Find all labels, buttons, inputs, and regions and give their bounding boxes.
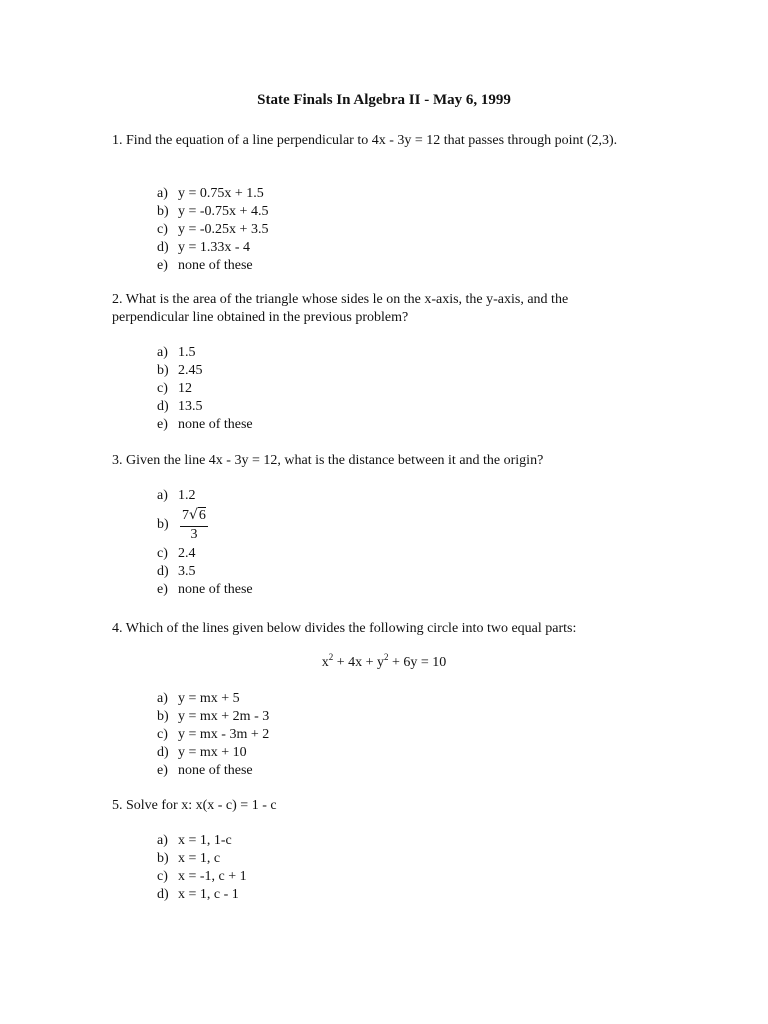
option-c: c) y = mx - 3m + 2 — [157, 727, 270, 742]
option-b: b) y = -0.75x + 4.5 — [157, 204, 269, 219]
option-d: d) x = 1, c - 1 — [157, 887, 239, 902]
page-title: State Finals In Algebra II - May 6, 1999 — [257, 92, 511, 108]
option-e: e) none of these — [157, 258, 253, 273]
option-b: b) 2.45 — [157, 363, 203, 378]
question-3-options — [157, 487, 253, 599]
fraction-denominator: 3 — [190, 527, 198, 543]
option-c: c) y = -0.25x + 3.5 — [157, 222, 269, 237]
option-a: a) x = 1, 1-c — [157, 833, 232, 848]
option-a: a) 1.5 — [157, 345, 196, 360]
option-e: e) none of these — [157, 417, 253, 432]
option-a: a) y = mx + 5 — [157, 691, 240, 706]
option-d: d) y = mx + 10 — [157, 745, 247, 760]
square-root-symbol: √ — [189, 507, 198, 524]
option-c: c) 12 — [157, 381, 192, 396]
question-5-text: 5. Solve for x: x(x - c) = 1 - c — [112, 798, 277, 813]
option-c: c) x = -1, c + 1 — [157, 869, 247, 884]
question-1-options — [157, 185, 268, 275]
option-d: d) 3.5 — [157, 564, 196, 579]
option-c: c) 2.4 — [157, 546, 196, 561]
circle-equation: $x^2 + 4x + y^2 + 6y = 10$ — [321, 652, 447, 670]
question-3-text: 3. Given the line 4x - 3y = 12, what is the distance between it and the origin? — [112, 453, 544, 468]
question-2-options — [157, 344, 253, 434]
option-e: e) none of these — [157, 582, 253, 597]
question-1-text: 1. Find the equation of a line perpendicular to 4x - 3y = 12 that passes through point (2,3). — [112, 133, 618, 148]
fraction-numerator: 7√6 — [180, 506, 208, 527]
option-d: d) 13.5 — [157, 399, 203, 414]
option-b: b) x = 1, c — [157, 851, 221, 866]
option-a: a) 1.2 — [157, 488, 196, 503]
option-a: a) y = 0.75x + 1.5 — [157, 186, 264, 201]
question-4-text: 4. Which of the lines given below divides the following circle into two equal parts: — [112, 621, 577, 636]
question-2-text: 2. What is the area of the triangle whose sides le on the x-axis, the y-axis, and the perpendicular line obtained in the previous problem? — [112, 292, 569, 325]
option-e: e) none of these — [157, 763, 253, 778]
question-5-options — [157, 832, 247, 904]
option-b: b) y = mx + 2m - 3 — [157, 709, 270, 724]
option-d: d) y = 1.33x - 4 — [157, 240, 251, 255]
question-4-options — [157, 690, 269, 780]
fraction — [180, 506, 208, 543]
option-b: b) $\frac{7√6}{3}$ — [157, 507, 206, 543]
